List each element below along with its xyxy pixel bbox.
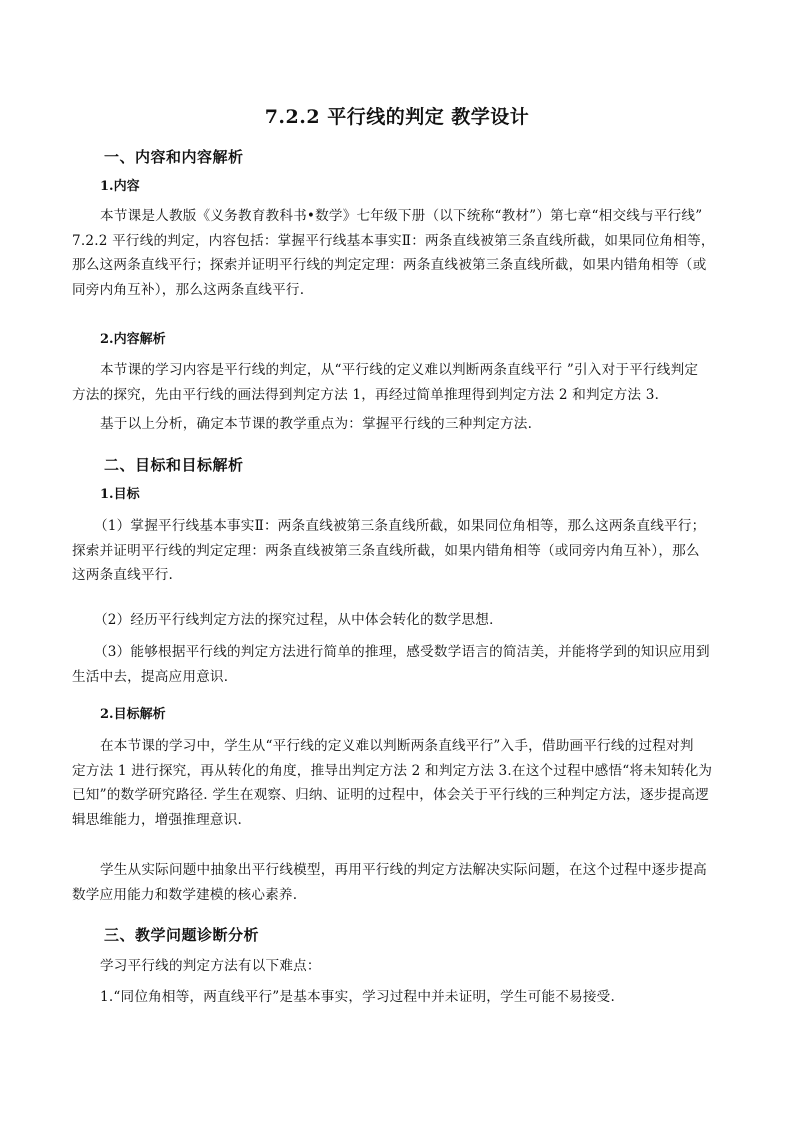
document-title: 7.2.2 平行线的判定 教学设计	[264, 106, 530, 128]
paragraph-content	[72, 204, 732, 302]
text-line: 已知”的数学研究路径. 学生在观察、归纳、证明的过程中，体会关于平行线的三种判定方法，逐步提高逻	[72, 787, 709, 803]
paragraph-goal-1	[72, 514, 732, 588]
text-line: 方法的探究，先由平行线的画法得到判定方法 1，再经过简单推理得到判定方法 2 和判定方法 3．	[72, 386, 669, 403]
text-line: 数学应用能力和数学建模的核心素养.	[72, 886, 298, 903]
subheading-goal-analysis: 2.目标解析	[100, 707, 166, 722]
paragraph-goal-3	[72, 640, 732, 689]
text-line: 本节课的学习内容是平行线的判定，从“平行线的定义难以判断两条直线平行 ”引入对于平行线判定	[100, 362, 699, 378]
section-heading-1: 一、内容和内容解析	[104, 148, 244, 166]
section-heading-2: 二、目标和目标解析	[104, 456, 244, 474]
text-line: 学生从实际问题中抽象出平行线模型，再用平行线的判定方法解决实际问题，在这个过程中逐步提高	[100, 862, 707, 878]
paragraph-goal-analysis-2	[72, 858, 732, 907]
section-heading-3: 三、教学问题诊断分析	[104, 926, 260, 944]
text-line: （1）掌握平行线基本事实Ⅱ：两条直线被第三条直线所截，如果同位角相等，那么这两条直线平行；	[94, 518, 706, 534]
text-line: 学习平行线的判定方法有以下难点：	[100, 958, 321, 974]
paragraph-goal-2	[72, 608, 732, 633]
text-line: 7.2.2 平行线的判定，内容包括：掌握平行线基本事实Ⅱ：两条直线被第三条直线所截，如果同位角相等，	[72, 232, 715, 249]
paragraph-goal-analysis-1	[72, 734, 732, 832]
subheading-content: 1.内容	[100, 179, 140, 194]
paragraph-content-analysis	[72, 358, 732, 437]
subheading-content-analysis: 2.内容解析	[100, 332, 166, 347]
paragraph-difficulty-1	[72, 985, 732, 1010]
text-line: 本节课是人教版《义务教育教科书•数学》七年级下册（以下统称“教材”）第七章“相交线与平行线”	[100, 208, 703, 224]
text-line: 在本节课的学习中，学生从“平行线的定义难以判断两条直线平行”入手，借助画平行线的过程对判	[100, 738, 694, 754]
text-line: （2）经历平行线判定方法的探究过程，从中体会转化的数学思想．	[94, 612, 503, 628]
text-line: 探索并证明平行线的判定定理：两条直线被第三条直线所截，如果内错角相等（或同旁内角互补），那么	[72, 542, 700, 559]
text-line: （3）能够根据平行线的判定方法进行简单的推理，感受数学语言的简洁美，并能将学到的知识应用到	[94, 644, 710, 660]
paragraph-difficulties-intro	[72, 954, 732, 979]
subheading-goals: 1.目标	[100, 487, 140, 502]
text-line: 那么这两条直线平行；探索并证明平行线的判定定理：两条直线被第三条直线所截，如果内错角相等（或	[72, 257, 707, 273]
text-line: 1.“同位角相等，两直线平行”是基本事实，学习过程中并未证明，学生可能不易接受.	[100, 989, 615, 1005]
text-line: 这两条直线平行.	[72, 567, 174, 583]
text-line: 生活中去，提高应用意识．	[72, 668, 238, 685]
text-line: 辑思维能力，增强推理意识.	[72, 811, 243, 828]
text-line: 基于以上分析，确定本节课的教学重点为：掌握平行线的三种判定方法.	[100, 416, 533, 432]
text-line: 定方法 1 进行探究，再从转化的角度，推导出判定方法 2 和判定方法 3.在这个过程中感悟“将未知转化为	[72, 762, 713, 779]
text-line: 同旁内角互补），那么这两条直线平行.	[72, 281, 305, 298]
